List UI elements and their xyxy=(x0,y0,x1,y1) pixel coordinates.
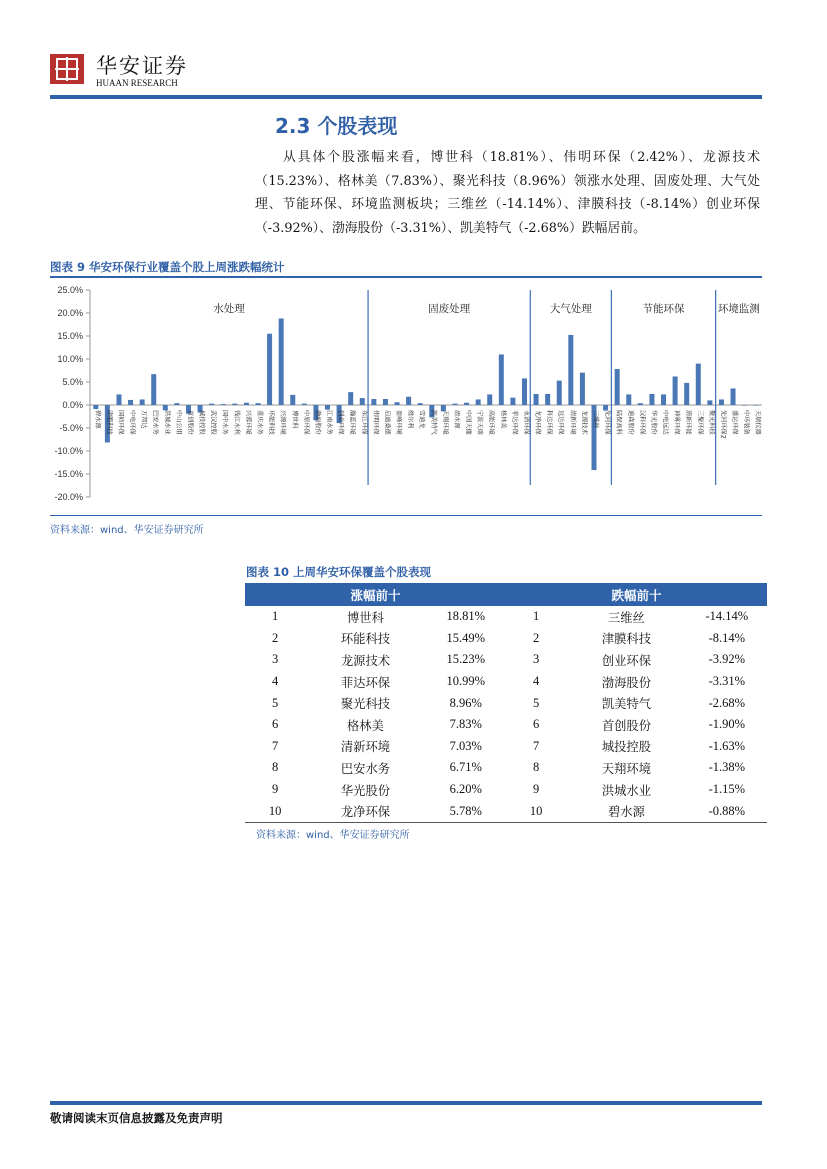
x-tick-label: 清新环能 xyxy=(684,410,692,435)
x-tick-label: 凯美特气 xyxy=(429,410,437,435)
up-rank: 3 xyxy=(271,652,279,667)
x-tick-label: 中国天楹 xyxy=(464,410,472,435)
x-tick-label: 先河环保2 xyxy=(719,410,727,439)
x-tick-label: 三聚环保 xyxy=(696,410,704,435)
group-label: 节能环保 xyxy=(642,303,685,315)
bar xyxy=(754,405,759,406)
bar xyxy=(232,404,237,405)
down-pct: -1.90% xyxy=(708,717,746,732)
y-tick-label: -5.0% xyxy=(59,423,83,433)
x-tick-label: 洪城水业 xyxy=(163,410,171,435)
down-header: 跌幅前十 xyxy=(506,583,767,606)
x-tick-label: 迪森股份 xyxy=(626,410,634,435)
bar xyxy=(476,399,481,405)
down-name: 三维丝 xyxy=(607,610,645,625)
figure9-source: 资料来源：wind、华安证券研究所 xyxy=(50,525,204,536)
x-tick-label: 龙净环保 xyxy=(534,410,542,435)
x-tick-label: 清水源 xyxy=(452,410,460,429)
up-name: 博世科 xyxy=(346,610,384,625)
x-tick-label: 科达环保 xyxy=(545,410,553,435)
down-pct: -1.38% xyxy=(708,760,746,775)
bar xyxy=(510,398,515,405)
table-row xyxy=(245,714,767,736)
up-rank: 1 xyxy=(271,609,279,624)
group-label: 大气处理 xyxy=(549,303,592,315)
bar xyxy=(93,405,98,409)
bar xyxy=(464,403,469,405)
down-rank: 7 xyxy=(532,738,540,753)
x-tick-label: 远达环保 xyxy=(557,410,565,435)
x-tick-label: 盛运环保 xyxy=(731,410,739,435)
figure9-title: 图表 9 华安环保行业覆盖个股上周涨跌幅统计 xyxy=(50,260,285,274)
down-rank: 1 xyxy=(532,609,540,624)
down-name: 凯美特气 xyxy=(601,697,652,712)
down-pct: -1.15% xyxy=(708,782,746,797)
x-tick-label: 盈峰环境 xyxy=(395,410,403,435)
bar xyxy=(731,388,736,405)
bar xyxy=(140,399,145,405)
up-pct: 6.71% xyxy=(449,760,482,775)
bar xyxy=(151,374,156,405)
bar xyxy=(649,394,654,405)
logo-text: 华安证券 xyxy=(96,54,188,78)
down-name: 城投控股 xyxy=(601,740,652,755)
up-name: 清新环境 xyxy=(340,740,391,755)
table-row xyxy=(245,757,767,779)
down-pct: -8.14% xyxy=(708,630,746,645)
bar xyxy=(580,373,585,405)
table-row xyxy=(245,649,767,671)
x-tick-label: 国祯环保 xyxy=(116,410,124,435)
x-tick-label: 华光股份 xyxy=(649,410,657,435)
x-tick-label: 雪迪龙 xyxy=(418,410,426,429)
footer-rule xyxy=(50,1101,762,1105)
bar xyxy=(696,364,701,405)
bar xyxy=(290,395,295,405)
x-tick-label: 高能环境 xyxy=(487,410,495,435)
up-pct: 6.20% xyxy=(449,782,482,797)
table-row xyxy=(245,692,767,714)
x-tick-label: 津膜科技 xyxy=(105,410,113,435)
bar xyxy=(325,405,330,410)
bar xyxy=(615,369,620,405)
x-tick-label: 永清环保 xyxy=(522,410,530,435)
bar xyxy=(406,397,411,405)
bar xyxy=(742,405,747,406)
x-tick-label: 武汉控股 xyxy=(209,410,217,435)
up-pct: 10.99% xyxy=(446,674,486,689)
down-rank: 4 xyxy=(532,674,540,689)
bar xyxy=(534,394,539,405)
group-label: 固废处理 xyxy=(428,303,471,315)
bar xyxy=(638,403,643,405)
bar xyxy=(221,404,226,405)
x-tick-label: 天瑞仪器 xyxy=(754,410,762,435)
footer-disclaimer: 敬请阅读末页信息披露及免责声明 xyxy=(50,1111,223,1125)
x-tick-label: 博世科 xyxy=(290,410,298,429)
up-name: 巴安水务 xyxy=(340,761,391,776)
up-name: 环能科技 xyxy=(340,632,391,647)
x-tick-label: 瀚蓝环境 xyxy=(348,410,356,435)
up-rank: 9 xyxy=(271,782,279,797)
y-tick-label: -20.0% xyxy=(54,492,83,502)
up-pct: 15.49% xyxy=(446,630,486,645)
up-pct: 15.23% xyxy=(446,652,486,667)
up-rank: 2 xyxy=(271,630,279,645)
up-name: 华光股份 xyxy=(340,783,391,798)
y-tick-label: 10.0% xyxy=(57,354,83,364)
bar xyxy=(522,378,527,405)
down-pct: -3.92% xyxy=(708,652,746,667)
figure10-source: 资料来源：wind、华安证券研究所 xyxy=(256,830,410,841)
down-pct: -1.63% xyxy=(708,738,746,753)
y-tick-label: 5.0% xyxy=(62,377,83,387)
down-rank: 8 xyxy=(532,760,540,775)
table-row xyxy=(245,606,767,628)
figure9-chart xyxy=(0,0,827,520)
up-pct: 18.81% xyxy=(446,609,486,624)
y-tick-label: -15.0% xyxy=(54,469,83,479)
down-name: 碧水源 xyxy=(566,800,686,822)
bar xyxy=(348,392,353,405)
y-tick-label: 20.0% xyxy=(57,308,83,318)
up-rank: 8 xyxy=(271,760,279,775)
bar xyxy=(487,394,492,405)
x-tick-label: 兴蓉环境 xyxy=(244,410,252,435)
table-row xyxy=(245,779,767,801)
body-paragraph: 从具体个股涨幅来看，博世科（18.81%）、伟明环保（2.42%）、龙源技术（15.23%）、格林美（7.83%）、聚光科技（8.96%）领涨水处理、固废处理、大气处理、节能环保、环境监测板块；三维丝（-14.14%）、津膜科技（-8.14%）创业环保（-3.92%）、渤海股份（-3.31%）、凯美特气（-2.68%）跌幅居前。 xyxy=(255,150,760,236)
x-tick-label: 中原环保 xyxy=(302,410,310,435)
bar xyxy=(684,383,689,405)
down-pct: -14.14% xyxy=(705,609,749,624)
x-tick-label: 陆保高科 xyxy=(615,410,623,435)
x-tick-label: 先河环保 xyxy=(603,410,611,435)
up-rank: 4 xyxy=(271,674,279,689)
bar xyxy=(568,335,573,405)
bar xyxy=(383,399,388,405)
down-name: 首创股份 xyxy=(601,718,652,733)
bar xyxy=(673,376,678,405)
x-tick-label: 中山公用 xyxy=(174,410,182,435)
x-tick-label: 创业环保 xyxy=(337,410,345,435)
x-tick-label: 碧水源 xyxy=(93,410,101,429)
bar xyxy=(256,403,261,405)
down-rank: 10 xyxy=(506,800,566,822)
bar xyxy=(452,404,457,405)
bar xyxy=(719,399,724,405)
x-tick-label: 中电环保 xyxy=(128,410,136,435)
y-tick-label: 0.0% xyxy=(62,400,83,410)
up-header: 涨幅前十 xyxy=(245,583,506,606)
x-tick-label: 菲达环保 xyxy=(510,410,518,435)
down-rank: 3 xyxy=(532,652,540,667)
x-tick-label: 伟明环保 xyxy=(371,410,379,435)
x-tick-label: 首创股份 xyxy=(186,410,194,435)
x-tick-label: 东江环保 xyxy=(360,410,368,435)
up-rank: 5 xyxy=(271,695,279,710)
bar xyxy=(174,403,179,405)
x-tick-label: 江南水务 xyxy=(325,410,333,435)
x-tick-label: 维尔利 xyxy=(406,410,414,429)
x-tick-label: 国中水务 xyxy=(221,410,229,435)
bar xyxy=(557,381,562,405)
table-header-row xyxy=(245,583,767,606)
x-tick-label: 城投控股 xyxy=(198,410,206,435)
down-pct: -3.31% xyxy=(708,674,746,689)
x-tick-label: 启迪桑德 xyxy=(383,410,391,435)
down-name: 创业环保 xyxy=(601,653,652,668)
x-tick-label: 龙源技术 xyxy=(580,410,588,435)
x-tick-label: 钱江水利 xyxy=(232,410,240,435)
down-name: 洪城水业 xyxy=(601,783,652,798)
bar xyxy=(267,334,272,405)
down-rank: 5 xyxy=(532,695,540,710)
x-tick-label: 汉科环保 xyxy=(638,410,646,435)
down-name: 渤海股份 xyxy=(601,675,652,690)
bar xyxy=(707,400,712,405)
up-name: 龙净环保 xyxy=(305,800,425,822)
bar xyxy=(371,399,376,405)
y-tick-label: 15.0% xyxy=(57,331,83,341)
x-tick-label: 三维丝 xyxy=(592,410,599,429)
bar xyxy=(302,404,307,405)
bar xyxy=(279,318,284,405)
table-row xyxy=(245,671,767,693)
x-tick-label: 中电远达 xyxy=(661,410,669,435)
up-rank: 7 xyxy=(271,738,279,753)
down-rank: 9 xyxy=(532,782,540,797)
down-name: 津膜科技 xyxy=(601,632,652,647)
bar xyxy=(360,398,365,405)
up-rank: 10 xyxy=(245,800,305,822)
up-name: 龙源技术 xyxy=(340,653,391,668)
up-name: 聚光科技 xyxy=(340,697,391,712)
down-pct: -2.68% xyxy=(708,695,746,710)
bar xyxy=(244,403,249,405)
bar xyxy=(661,394,666,405)
figure10-title: 图表 10 上周华安环保覆盖个股表现 xyxy=(246,565,432,579)
y-tick-label: 25.0% xyxy=(57,285,83,295)
figure9-bottom-rule xyxy=(50,515,762,516)
table-row xyxy=(245,736,767,758)
up-rank: 6 xyxy=(271,717,279,732)
bar xyxy=(418,403,423,405)
group-label: 水处理 xyxy=(213,303,245,315)
bar xyxy=(545,394,550,405)
bar xyxy=(626,394,631,405)
figure10-table xyxy=(245,583,767,823)
up-name: 格林美 xyxy=(346,718,384,733)
up-pct: 7.03% xyxy=(449,738,482,753)
x-tick-label: 格林美 xyxy=(499,410,507,429)
x-tick-label: 兴源环境 xyxy=(279,410,287,435)
table-row xyxy=(245,628,767,650)
down-rank: 6 xyxy=(532,717,540,732)
x-tick-label: 宁波天瑞 xyxy=(476,410,484,435)
down-pct: -0.88% xyxy=(687,800,767,822)
x-tick-label: 神雾环保 xyxy=(673,410,681,435)
bar xyxy=(499,354,504,405)
up-pct: 5.78% xyxy=(426,800,506,822)
x-tick-label: 环能科技 xyxy=(267,410,275,435)
bar xyxy=(209,404,214,405)
section-title: 2.3 个股表现 xyxy=(275,114,398,138)
x-tick-label: 聚光科技 xyxy=(707,410,715,435)
x-tick-label: 渤海股份 xyxy=(313,410,321,435)
x-tick-label: 万邦达 xyxy=(140,410,148,429)
up-name: 菲达环保 xyxy=(340,675,391,690)
group-label: 环境监测 xyxy=(717,303,760,315)
logo-subtext: HUAAN RESEARCH xyxy=(96,78,178,88)
bar xyxy=(395,402,400,405)
x-tick-label: 巴安水务 xyxy=(151,410,159,435)
down-name: 天翔环境 xyxy=(601,761,652,776)
y-tick-label: -10.0% xyxy=(54,446,83,456)
x-tick-label: 中环装备 xyxy=(742,410,750,435)
up-pct: 8.96% xyxy=(449,695,482,710)
table-row xyxy=(245,800,767,822)
bar xyxy=(128,400,133,405)
x-tick-label: 清新环境 xyxy=(568,410,576,435)
up-pct: 7.83% xyxy=(449,717,482,732)
bar xyxy=(116,394,121,405)
down-rank: 2 xyxy=(532,630,540,645)
x-tick-label: 天翔环境 xyxy=(441,410,449,435)
x-tick-label: 重庆水务 xyxy=(256,410,263,435)
